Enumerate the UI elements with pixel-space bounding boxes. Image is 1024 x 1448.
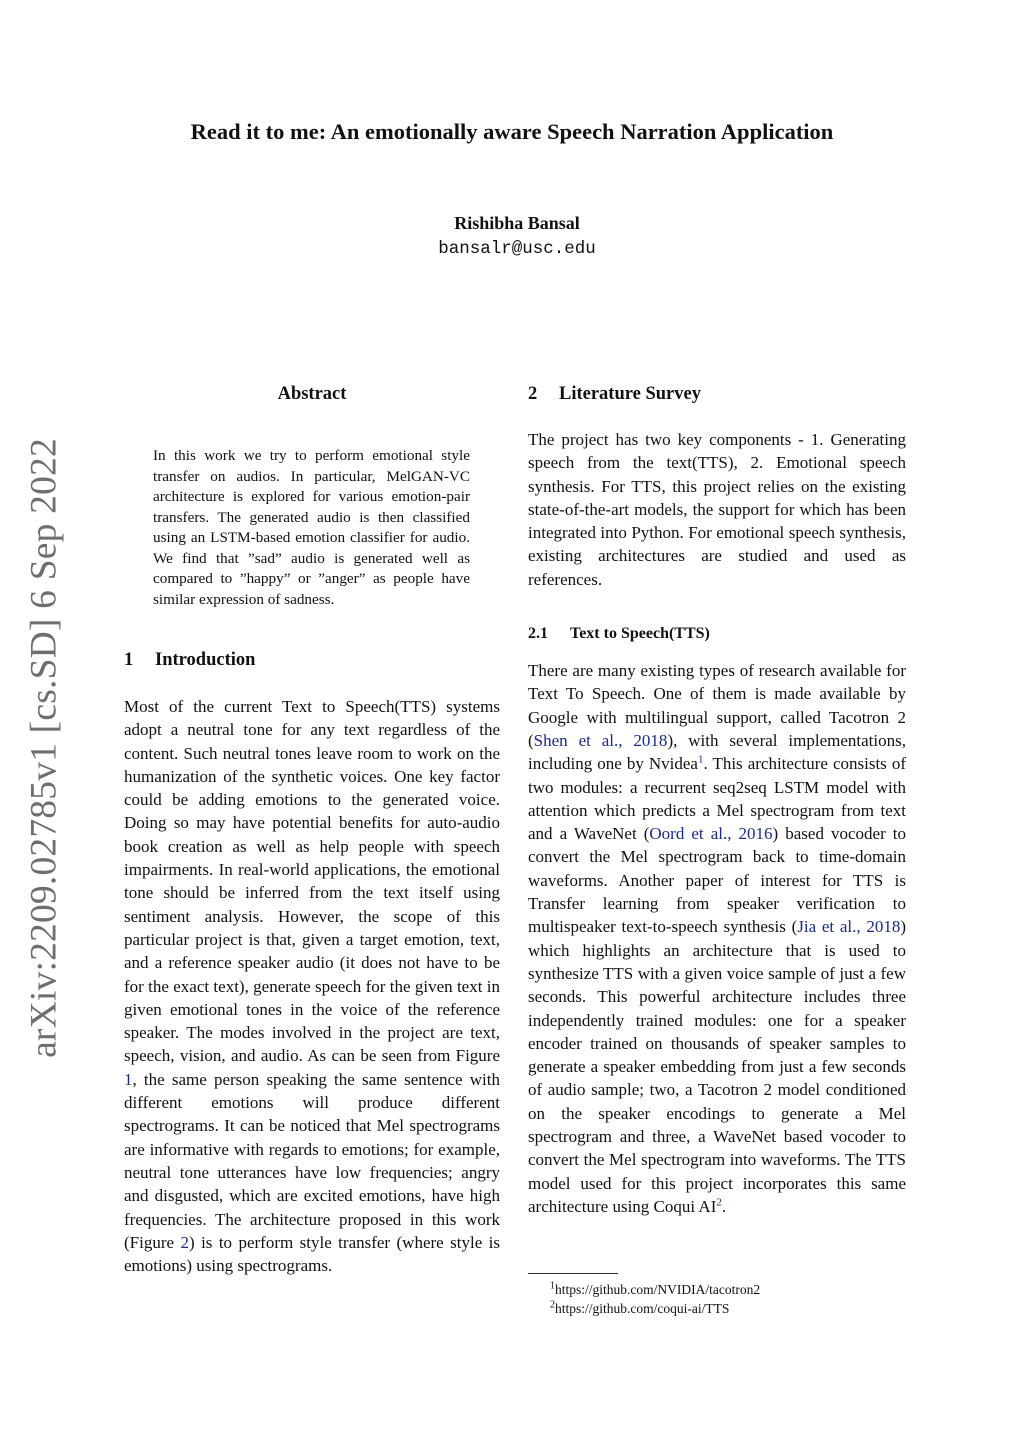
footnote-mark: 2 <box>550 1299 555 1311</box>
footnote-2 <box>528 1299 906 1318</box>
citation-jia-2018[interactable]: Jia et al., 2018 <box>797 917 901 937</box>
literature-survey-paragraph: The project has two key components - 1. Generating speech from the text(TTS), 2. Emotional speech synthesis. For TTS, this project relies on the existing state-of-the-art models, the support for which has been integrated into Python. For emotional speech synthesis, existing architectures are studied and used as references. <box>528 430 906 589</box>
footnote-ref-2[interactable]: 2 <box>716 1196 722 1209</box>
footnote-1 <box>528 1280 906 1299</box>
subsection-title: Text to Speech(TTS) <box>570 625 710 643</box>
section-heading-introduction <box>124 646 500 674</box>
tts-text-part: . <box>721 1196 727 1216</box>
abstract-text: In this work we try to perform emotional style transfer on audios. In particular, MelGAN-VC architecture is explored for various emotion-pair transfers. The generated audio is then classified using an LSTM-based emotion classifier for audio. We find that ”sad” audio is generated well as compared to ”happy” or ”anger” as people have similar expression of sadness. <box>153 447 470 608</box>
author-name: Rishibha Bansal <box>454 213 580 233</box>
right-column <box>528 380 906 1218</box>
section-number: 2 <box>528 384 538 404</box>
introduction-paragraph <box>124 695 500 1277</box>
tts-text-part: . This architecture consists of two modules: a recurrent seq2seq LSTM model with attention which predicts a Mel spectrogram from text and a WaveNet ( <box>528 754 906 844</box>
left-column <box>124 380 500 1277</box>
arxiv-id-text: arXiv:2209.02785v1 [cs.SD] 6 Sep 2022 <box>23 438 65 1058</box>
section-heading-literature-survey <box>528 380 906 408</box>
abstract-heading: Abstract <box>277 384 347 404</box>
footnote-url[interactable]: https://github.com/coqui-ai/TTS <box>555 1301 730 1316</box>
section-number: 1 <box>124 650 134 670</box>
tts-text-part: ) based vocoder to convert the Mel spectrogram back to time-domain waveforms. Another paper of interest for TTS is Transfer learning from speaker verification to multispeaker text-to-speech synthesis ( <box>528 824 907 937</box>
paper-title: Read it to me: An emotionally aware Speech Narration Application <box>190 119 834 144</box>
intro-text-part: Most of the current Text to Speech(TTS) systems adopt a neutral tone for any text regardless of the content. Such neutral tones leave room to work on the humanization of the synthetic voices. One key factor could be adding emotions to the generated voice. Doing so may have potential benefits for auto-audio book creation as well as help people with speech impairments. In real-world applications, the emotional tone should be inferred from the text itself using sentiment analysis. However, the scope of this particular project is that, given a target emotion, text, and a reference speaker audio (it does not have to be for the exact text), generate speech for the given text in given emotional tones in the voice of the reference speaker. The modes involved in the project are text, speech, vision, and audio. As can be seen from Figure <box>124 697 500 1066</box>
footnote-url[interactable]: https://github.com/NVIDIA/tacotron2 <box>555 1282 761 1297</box>
footnote-divider <box>528 1273 618 1274</box>
tts-text-part: ), with several implementations, including one by Nvidea <box>528 730 906 774</box>
figure-1-link[interactable]: 1 <box>124 1069 133 1089</box>
footnote-ref-1[interactable]: 1 <box>697 753 704 766</box>
tts-text-part: ) which highlights an architecture that is used to synthesize TTS with a given voice sample of just a few seconds. This powerful architecture includes three independently trained modules: one for a speaker encoder trained on thousands of speaker samples to generate a speaker embedding from just a few seconds of audio sample; two, a Tacotron 2 model conditioned on the speaker encodings to generate a Mel spectrogram and three, a WaveNet based vocoder to convert the Mel spectrogram into waveforms. The TTS model used for this project incorporates this same architecture using Coqui AI <box>528 917 906 1216</box>
tts-text-part: There are many existing types of research available for Text To Speech. One of them is made available by Google with multilingual support, called Tacotron 2 ( <box>528 661 906 750</box>
citation-shen-2018[interactable]: Shen et al., 2018 <box>533 730 668 750</box>
section-title: Literature Survey <box>559 384 701 404</box>
tts-paragraph <box>528 659 906 1218</box>
section-title: Introduction <box>155 650 256 670</box>
citation-oord-2016[interactable]: Oord et al., 2016 <box>649 824 773 844</box>
intro-text-part: , the same person speaking the same sentence with different emotions will produce different spectrograms. It can be noticed that Mel spectrograms are informative with regards to emotions; for example, neutral tone utterances have low frequencies; angry and disgusted, which are excited emotions, have high frequencies. The architecture proposed in this work (Figure <box>124 1069 500 1252</box>
figure-2-link[interactable]: 2 <box>180 1232 189 1252</box>
subsection-heading-tts <box>528 622 906 646</box>
footnotes <box>528 1273 906 1318</box>
intro-text-part: ) is to perform style transfer (where style is emotions) using spectrograms. <box>124 1232 501 1276</box>
author-email: bansalr@usc.edu <box>438 239 596 259</box>
subsection-number: 2.1 <box>528 625 548 643</box>
footnote-mark: 1 <box>550 1280 555 1292</box>
